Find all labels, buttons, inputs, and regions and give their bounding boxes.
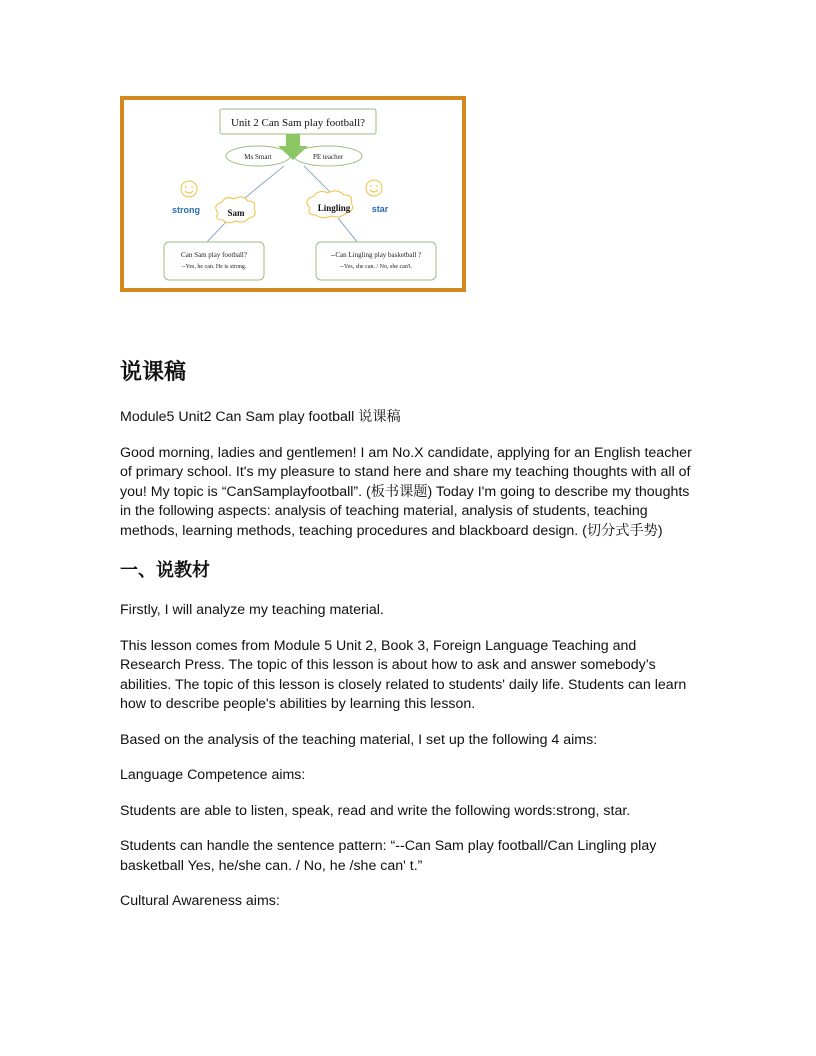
bubble-right-text: PE teacher — [312, 153, 344, 161]
box-left-answer: --Yes, he can. He is strong. — [181, 264, 247, 270]
box-right-question: --Can Lingling play basketball ? — [330, 251, 422, 259]
smiley-right-icon — [366, 180, 382, 196]
intro-paragraph: Good morning, ladies and gentlemen! I am No.X candidate, applying for an English teacher of primary school. It's my pleasure to stand here and share my teaching thoughts with all of you! My topic is “CanSamplayfootball”. (板书课题) Today I'm going to describe my thoughts in the following aspects: analysis of teaching material, analysis of students, teaching methods, learning methods, teaching procedures and blackboard design. (切分式手势) — [120, 444, 692, 539]
subtitle: Module5 Unit2 Can Sam play football 说课稿 — [120, 409, 401, 425]
keyword-star: star — [371, 204, 389, 214]
cloud-sam — [216, 197, 255, 223]
mind-map — [124, 100, 462, 288]
paragraph-lesson-source: This lesson comes from Module 5 Unit 2, Book 3, Foreign Language Teaching and Research Press. The topic of this lesson is about how to ask and answer somebody’s abilities. The topic of this lesson is closely related to students' daily life. Students can learn how to describe people's abilities by learning this lesson. — [120, 637, 687, 712]
name-sam: Sam — [227, 208, 245, 218]
paragraph-aims-intro: Based on the analysis of the teaching material, I set up the following 4 aims: — [120, 731, 598, 748]
keyword-strong: strong — [172, 205, 200, 215]
box-left-question: Can Sam play football? — [181, 251, 247, 259]
blackboard-design-figure — [120, 96, 466, 292]
title-text: Unit 2 Can Sam play football? — [230, 117, 366, 129]
paragraph-words: Students are able to listen, speak, read and write the following words:strong, star. — [120, 802, 631, 819]
cloud-lingling — [307, 191, 353, 218]
document-body — [120, 356, 700, 928]
connector-left — [240, 166, 284, 202]
box-right-answer: --Yes, she can. / No, she can't. — [339, 264, 413, 270]
page-title: 说课稿 — [120, 360, 187, 385]
connector-left-down — [206, 220, 228, 243]
section-heading-teaching-material: 一、说教材 — [120, 560, 210, 581]
bubble-left-text: Ms Smart — [244, 153, 272, 161]
name-lingling: Lingling — [317, 203, 351, 213]
paragraph-cultural-aims: Cultural Awareness aims: — [120, 893, 280, 909]
paragraph-language-aims: Language Competence aims: — [120, 767, 306, 783]
paragraph-firstly: Firstly, I will analyze my teaching material. — [120, 602, 384, 618]
smiley-left-icon — [181, 181, 197, 197]
box-left — [164, 242, 264, 280]
paragraph-sentence-pattern: Students can handle the sentence pattern: “--Can Sam play football/Can Lingling play basketball Yes, he/she can. / No, he /she can' t.” — [120, 838, 657, 874]
connector-right-down — [338, 218, 358, 243]
box-right — [316, 242, 436, 280]
